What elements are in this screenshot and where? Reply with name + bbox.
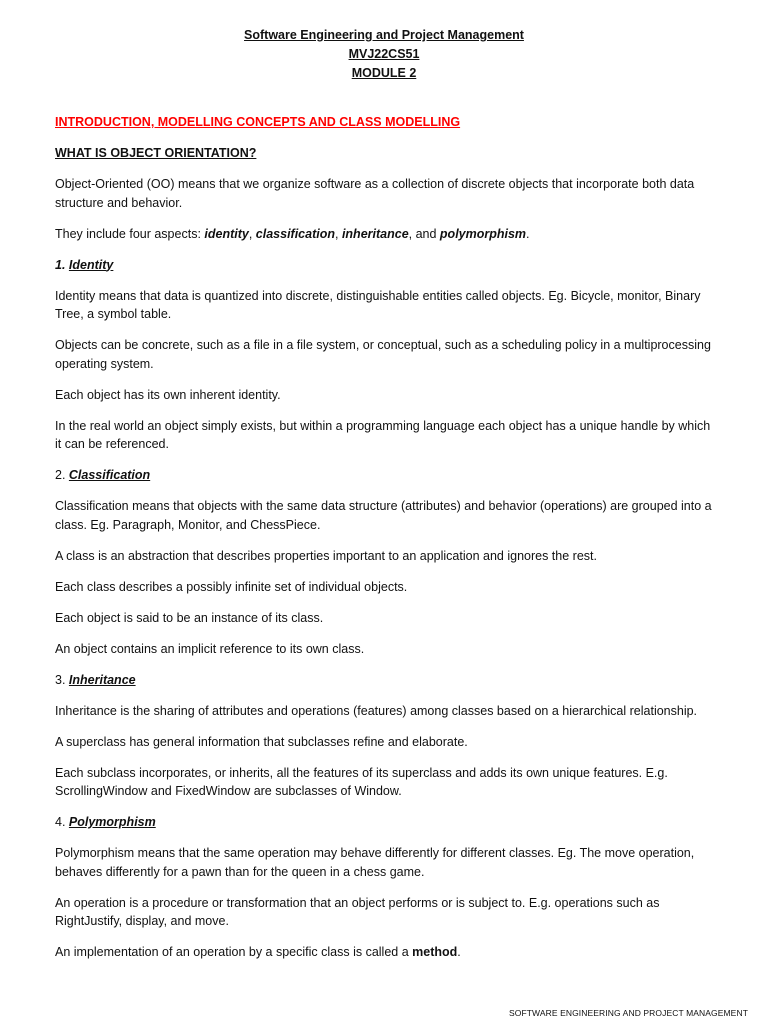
paragraph: Polymorphism means that the same operation may behave differently for different classes. Eg. The move operation, behaves differently for a pawn than for the queen in a chess game. [55, 846, 695, 879]
heading-number: 1. [55, 257, 69, 272]
paragraph: Each object is said to be an instance of its class. [55, 610, 324, 625]
aspects-suffix: . [526, 226, 530, 241]
course-code: MVJ22CS51 [348, 47, 420, 61]
paragraph: Object-Oriented (OO) means that we organize software as a collection of discrete objects that incorporate both data structure and behavior. [55, 177, 695, 210]
paragraph: Identity means that data is quantized into discrete, distinguishable entities called objects. Eg. Bicycle, monitor, Binary Tree, a symbol table. [55, 288, 701, 321]
paragraph: Each object has its own inherent identity. [55, 387, 281, 402]
paragraph: Each subclass incorporates, or inherits, all the features of its superclass and adds its own unique features. E.g. ScrollingWindow and FixedWindow are subclasses of Window. [55, 765, 668, 798]
method-paragraph [55, 943, 717, 962]
text-run: An implementation of an operation by a specific class is called a [55, 945, 413, 959]
method-term: method [412, 945, 458, 959]
paragraph: A superclass has general information that subclasses refine and elaborate. [55, 734, 468, 749]
subsection-heading-identity [55, 256, 717, 275]
subsection-heading-classification [55, 466, 717, 485]
aspects-paragraph [55, 225, 717, 244]
subsection-heading-inheritance [55, 671, 717, 690]
course-title: Software Engineering and Project Management [244, 28, 524, 42]
page-footer: SOFTWARE ENGINEERING AND PROJECT MANAGEMENT [508, 1008, 748, 1018]
heading-text: Identity [68, 257, 114, 272]
separator: , [248, 226, 256, 241]
document-header [0, 26, 768, 83]
aspect-identity: identity [204, 226, 249, 241]
aspect-classification: classification [255, 226, 335, 241]
paragraph: Objects can be concrete, such as a file in a file system, or conceptual, such as a scheduling policy in a multiprocessing operating system. [55, 338, 711, 371]
heading-text: Polymorphism [68, 815, 156, 829]
heading-number: 4. [55, 815, 69, 829]
module-label: MODULE 2 [351, 66, 417, 80]
aspects-prefix: They include four aspects: [55, 226, 205, 241]
paragraph: Each class describes a possibly infinite set of individual objects. [55, 579, 408, 594]
heading-text: Inheritance [68, 672, 136, 687]
heading-number: 3. [55, 672, 69, 687]
paragraph: Classification means that objects with the same data structure (attributes) and behavior (operations) are grouped into a class. Eg. Paragraph, Monitor, and ChessPiece. [55, 499, 712, 532]
paragraph: An object contains an implicit reference to its own class. [55, 641, 365, 656]
text-run: . [457, 945, 461, 959]
separator: , and [408, 226, 440, 241]
aspect-inheritance: inheritance [341, 226, 409, 241]
paragraph: Inheritance is the sharing of attributes and operations (features) among classes based on a hierarchical relationship. [55, 703, 698, 718]
document-body [55, 113, 717, 974]
paragraph: An operation is a procedure or transformation that an object performs or is subject to. E.g. operations such as RightJustify, display, and move. [55, 895, 660, 928]
aspect-polymorphism: polymorphism [439, 226, 527, 241]
separator: , [335, 226, 342, 241]
heading-number: 2. [55, 468, 69, 482]
paragraph: In the real world an object simply exists, but within a programming language each object has a unique handle by which it can be referenced. [55, 418, 711, 451]
paragraph: A class is an abstraction that describes properties important to an application and ignores the rest. [55, 548, 597, 563]
subsection-heading-polymorphism [55, 813, 717, 832]
section-title: WHAT IS OBJECT ORIENTATION? [55, 146, 257, 160]
chapter-title: INTRODUCTION, MODELLING CONCEPTS AND CLASS MODELLING [55, 115, 461, 129]
heading-text: Classification [68, 468, 151, 482]
